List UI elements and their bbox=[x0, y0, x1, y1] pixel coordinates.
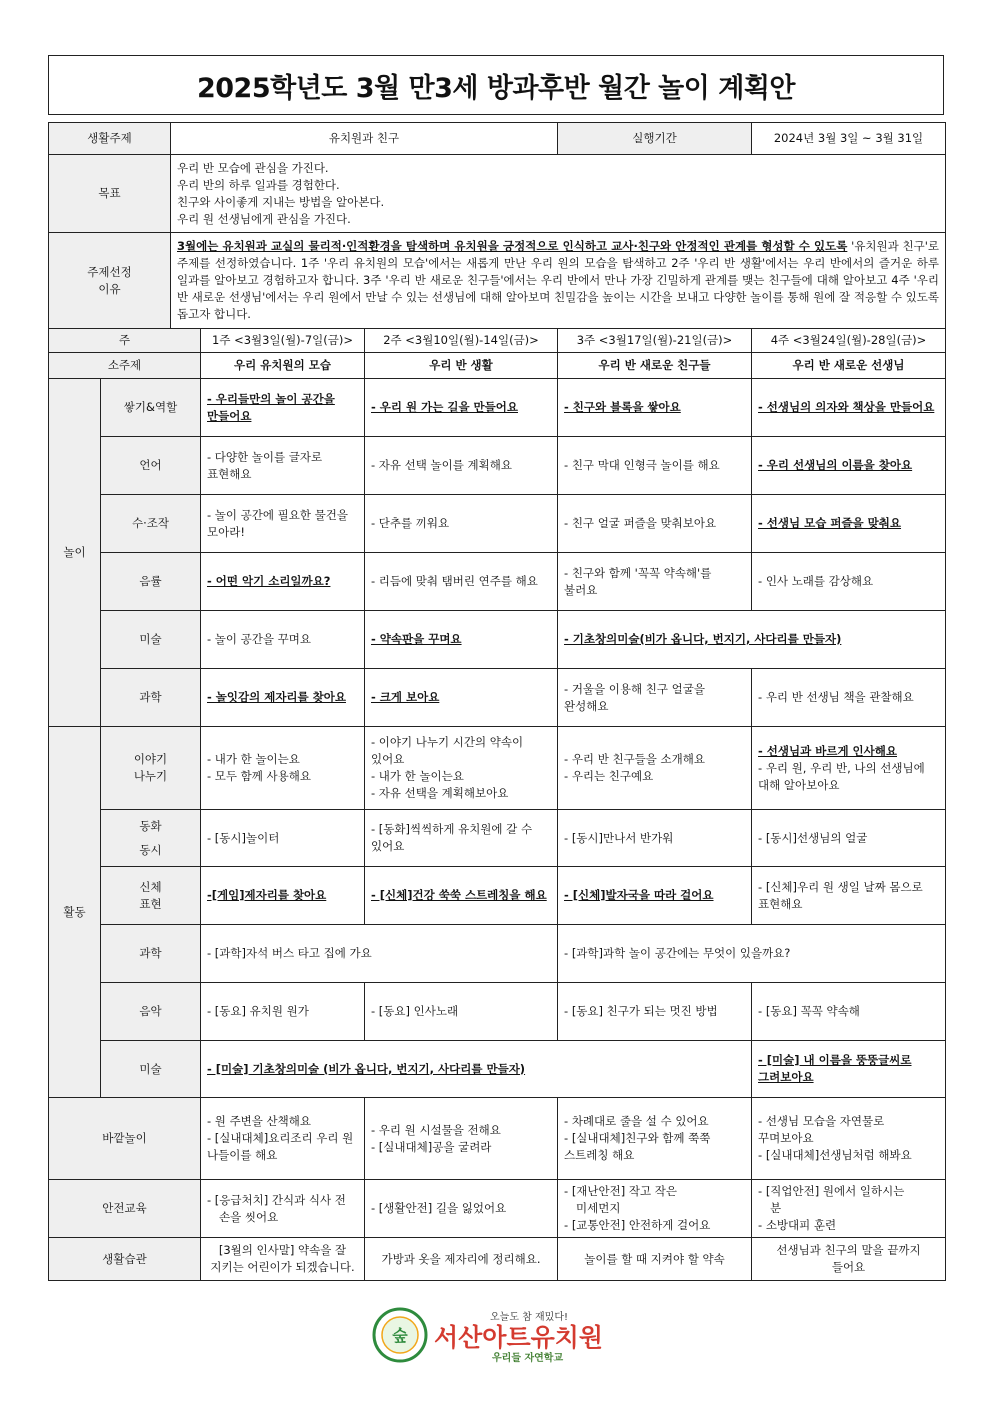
act-music-label: 음악 bbox=[101, 983, 201, 1041]
play-math-w2: - 단추를 끼워요 bbox=[365, 495, 558, 553]
play-music-label: 음률 bbox=[101, 553, 201, 611]
play-art-w1: - 놀이 공간을 꾸며요 bbox=[201, 611, 365, 669]
reason-label: 주제선정 이유 bbox=[49, 233, 171, 329]
play-music-w1: - 어떤 악기 소리일까요? bbox=[201, 553, 365, 611]
week-3: 3주 <3월17일(월)-21일(금)> bbox=[558, 329, 752, 353]
subtopics-row bbox=[49, 353, 946, 379]
goal-item: 친구와 사이좋게 지내는 방법을 알아본다. bbox=[177, 194, 385, 209]
goals-label: 목표 bbox=[49, 155, 171, 233]
play-blocks-w3: - 친구와 블록을 쌓아요 bbox=[558, 379, 752, 437]
play-art-w34: - 기초창의미술(비가 옵니다, 번지기, 사다리를 만들자) bbox=[558, 611, 946, 669]
title-box bbox=[48, 55, 944, 115]
play-art-w2: - 약속판을 꾸며요 bbox=[365, 611, 558, 669]
week-1: 1주 <3월3일(월)-7일(금)> bbox=[201, 329, 365, 353]
outdoor-w1: - 원 주변을 산책해요 - [실내대체]요리조리 우리 원 나들이를 해요 bbox=[201, 1098, 365, 1180]
act-art-label: 미술 bbox=[101, 1041, 201, 1098]
play-art-row bbox=[49, 611, 946, 669]
act-story-w2: - 이야기 나누기 시간의 약속이 있어요 - 내가 한 놀이는요 - 자유 선택을 계획해보아요 bbox=[365, 727, 558, 810]
play-language-w3: - 친구 막대 인형극 놀이를 해요 bbox=[558, 437, 752, 495]
reason-row bbox=[49, 233, 946, 329]
act-tale-w2: - [동화]씩씩하게 유치원에 갈 수 있어요 bbox=[365, 810, 558, 867]
reason-body: '유치원과 친구'로 주제를 선정하였습니다. 1주 '우리 유치원의 모습'에서는 새롭게 만난 우리 원의 모습을 탐색하고 2주 '우리 반 생활'에서는 우리 반에서의 즐거운 하루 일과를 알아보고 경험하고자 합니다. 3주 '우리 반 새로운 친구들'에서는 우리 반에서 만나 가장 긴밀하게 관계를 맺는 친구들에 대해 알아보고 4주 '우리 반 새로운 선생님'에서는 우리 원에서 만날 수 있는 선생님에 대해 알아보며 친밀감을 높이는 시간을 보내고 다양한 놀이를 통해 원에 잘 적응할 수 있도록 돕고자 합니다. bbox=[177, 239, 940, 321]
act-art-row bbox=[49, 1041, 946, 1098]
play-math-row bbox=[49, 495, 946, 553]
theme-value: 유치원과 친구 bbox=[171, 123, 558, 155]
act-music-w4: - [동요] 꼭꼭 약속해 bbox=[752, 983, 946, 1041]
act-physical-w3: - [신체]발자국을 따라 걸어요 bbox=[558, 867, 752, 925]
play-art-label: 미술 bbox=[101, 611, 201, 669]
activity-group-label: 활동 bbox=[49, 727, 101, 1098]
play-language-w1: - 다양한 놀이를 글자로 표현해요 bbox=[201, 437, 365, 495]
play-language-w4: - 우리 선생님의 이름을 찾아요 bbox=[752, 437, 946, 495]
goal-item: 우리 반 모습에 관심을 가진다. bbox=[177, 160, 329, 175]
subtopic-4: 우리 반 새로운 선생님 bbox=[752, 353, 946, 379]
act-story-w3: - 우리 반 친구들을 소개해요 - 우리는 친구예요 bbox=[558, 727, 752, 810]
weeks-label: 주 bbox=[49, 329, 201, 353]
safety-w2: - [생활안전] 길을 잃었어요 bbox=[365, 1180, 558, 1238]
act-science-label: 과학 bbox=[101, 925, 201, 983]
play-blocks-row bbox=[49, 379, 946, 437]
act-science-row bbox=[49, 925, 946, 983]
act-tale-w1: - [동시]놀이터 bbox=[201, 810, 365, 867]
logo-badge-text: 숲 bbox=[392, 1326, 408, 1345]
act-music-w1: - [동요] 유치원 원가 bbox=[201, 983, 365, 1041]
subtopic-2: 우리 반 생활 bbox=[365, 353, 558, 379]
act-story-w4: - 선생님과 바르게 인사해요 - 우리 원, 우리 반, 나의 선생님에 대해 알아보아요 bbox=[752, 727, 946, 810]
play-math-label: 수·조작 bbox=[101, 495, 201, 553]
play-language-w2: - 자유 선택 놀이를 계획해요 bbox=[365, 437, 558, 495]
act-science-w12: - [과학]자석 버스 타고 집에 가요 bbox=[201, 925, 558, 983]
goal-item: 우리 원 선생님에게 관심을 가진다. bbox=[177, 211, 351, 226]
act-art-w123: - [미술] 기초창의미술 (비가 옵니다, 번지기, 사다리를 만들자) bbox=[201, 1041, 752, 1098]
play-music-row bbox=[49, 553, 946, 611]
outdoor-row bbox=[49, 1098, 946, 1180]
play-music-w3: - 친구와 함께 '꼭꼭 약속해'를 불러요 bbox=[558, 553, 752, 611]
weeks-row bbox=[49, 329, 946, 353]
habits-row bbox=[49, 1238, 946, 1281]
goals-list bbox=[171, 155, 946, 233]
play-music-w4: - 인사 노래를 감상해요 bbox=[752, 553, 946, 611]
act-physical-label: 신체 표현 bbox=[101, 867, 201, 925]
act-tale-w4: - [동시]선생님의 얼굴 bbox=[752, 810, 946, 867]
act-tale-w3: - [동시]만나서 반가워 bbox=[558, 810, 752, 867]
safety-label: 안전교육 bbox=[49, 1180, 201, 1238]
week-2: 2주 <3월10일(월)-14일(금)> bbox=[365, 329, 558, 353]
reason-emphasis: 3월에는 유치원과 교실의 물리적·인적환경을 탐색하며 유치원을 긍정적으로 인식하고 교사·친구와 안정적인 관계를 형성할 수 있도록 bbox=[177, 239, 848, 253]
play-science-label: 과학 bbox=[101, 669, 201, 727]
play-math-w4: - 선생님 모습 퍼즐을 맞춰요 bbox=[752, 495, 946, 553]
habits-w1: [3월의 인사말] 약속을 잘 지키는 어린이가 되겠습니다. bbox=[201, 1238, 365, 1281]
logo-subtitle: 우리들 자연학교 bbox=[492, 1353, 564, 1364]
play-music-w2: - 리듬에 맞춰 탬버린 연주를 해요 bbox=[365, 553, 558, 611]
outdoor-w4: - 선생님 모습을 자연물로 꾸며보아요 - [실내대체]선생님처럼 해봐요 bbox=[752, 1098, 946, 1180]
act-music-w3: - [동요] 친구가 되는 멋진 방법 bbox=[558, 983, 752, 1041]
theme-label: 생활주제 bbox=[49, 123, 171, 155]
habits-w3: 놀이를 할 때 지켜야 할 약속 bbox=[558, 1238, 752, 1281]
week-4: 4주 <3월24일(월)-28일(금)> bbox=[752, 329, 946, 353]
safety-w4: - [직업안전] 원에서 일하시는 분 - 소방대피 훈련 bbox=[752, 1180, 946, 1238]
act-story-w1: - 내가 한 놀이는요 - 모두 함께 사용해요 bbox=[201, 727, 365, 810]
safety-w3: - [재난안전] 작고 작은 미세먼지 - [교통안전] 안전하게 걸어요 bbox=[558, 1180, 752, 1238]
outdoor-label: 바깥놀이 bbox=[49, 1098, 201, 1180]
act-science-w34: - [과학]과학 놀이 공간에는 무엇이 있을까요? bbox=[558, 925, 946, 983]
act-story-row bbox=[49, 727, 946, 810]
play-blocks-w4: - 선생님의 의자와 책상을 만들어요 bbox=[752, 379, 946, 437]
logo-name: 서산아트유치원 bbox=[434, 1323, 604, 1352]
habits-label: 생활습관 bbox=[49, 1238, 201, 1281]
goal-item: 우리 반의 하루 일과를 경험한다. bbox=[177, 177, 340, 192]
play-math-w3: - 친구 얼굴 퍼즐을 맞춰보아요 bbox=[558, 495, 752, 553]
outdoor-w3: - 차례대로 줄을 설 수 있어요 - [실내대체]친구와 함께 쭉쭉 스트레칭 해요 bbox=[558, 1098, 752, 1180]
kindergarten-logo bbox=[372, 1306, 632, 1364]
reason-text bbox=[171, 233, 946, 329]
habits-w2: 가방과 옷을 제자리에 정리해요. bbox=[365, 1238, 558, 1281]
play-blocks-w2: - 우리 원 가는 길을 만들어요 bbox=[365, 379, 558, 437]
act-tale-row bbox=[49, 810, 946, 867]
period-label: 실행기간 bbox=[558, 123, 752, 155]
safety-w1: - [응급처치] 간식과 식사 전 손을 씻어요 bbox=[201, 1180, 365, 1238]
play-math-w1: - 놀이 공간에 필요한 물건을 모아라! bbox=[201, 495, 365, 553]
act-physical-w1: -[게임]제자리를 찾아요 bbox=[201, 867, 365, 925]
act-music-w2: - [동요] 인사노래 bbox=[365, 983, 558, 1041]
play-science-w4: - 우리 반 선생님 책을 관찰해요 bbox=[752, 669, 946, 727]
play-group-label: 놀이 bbox=[49, 379, 101, 727]
header-row bbox=[49, 123, 946, 155]
act-art-w4: - [미술] 내 이름을 뚱뚱글씨로 그려보아요 bbox=[752, 1041, 946, 1098]
act-story-label: 이야기 나누기 bbox=[101, 727, 201, 810]
play-science-row bbox=[49, 669, 946, 727]
subtopic-1: 우리 유치원의 모습 bbox=[201, 353, 365, 379]
play-science-w3: - 거울을 이용해 친구 얼굴을 완성해요 bbox=[558, 669, 752, 727]
safety-row bbox=[49, 1180, 946, 1238]
act-physical-w4: - [신체]우리 원 생일 날짜 몸으로 표현해요 bbox=[752, 867, 946, 925]
play-blocks-label: 쌓기&역할 bbox=[101, 379, 201, 437]
play-language-label: 언어 bbox=[101, 437, 201, 495]
play-science-w1: - 놀잇감의 제자리를 찾아요 bbox=[201, 669, 365, 727]
period-value: 2024년 3월 3일 ~ 3월 31일 bbox=[752, 123, 946, 155]
subtopic-3: 우리 반 새로운 친구들 bbox=[558, 353, 752, 379]
act-tale-label: 동화 동시 bbox=[101, 810, 201, 867]
outdoor-w2: - 우리 원 시설물을 전해요 - [실내대체]공을 굴려라 bbox=[365, 1098, 558, 1180]
habits-w4: 선생님과 친구의 말을 끝까지 들어요 bbox=[752, 1238, 946, 1281]
play-science-w2: - 크게 보아요 bbox=[365, 669, 558, 727]
play-language-row bbox=[49, 437, 946, 495]
logo-tagline: 오늘도 참 재밌다! bbox=[490, 1312, 568, 1323]
plan-table bbox=[48, 122, 946, 1281]
subtopics-label: 소주제 bbox=[49, 353, 201, 379]
act-physical-w2: - [신체]건강 쑥쑥 스트레칭을 해요 bbox=[365, 867, 558, 925]
play-blocks-w1: - 우리들만의 놀이 공간을 만들어요 bbox=[201, 379, 365, 437]
act-music-row bbox=[49, 983, 946, 1041]
page-title: 2025학년도 3월 만3세 방과후반 월간 놀이 계획안 bbox=[196, 72, 795, 104]
act-physical-row bbox=[49, 867, 946, 925]
goals-row bbox=[49, 155, 946, 233]
